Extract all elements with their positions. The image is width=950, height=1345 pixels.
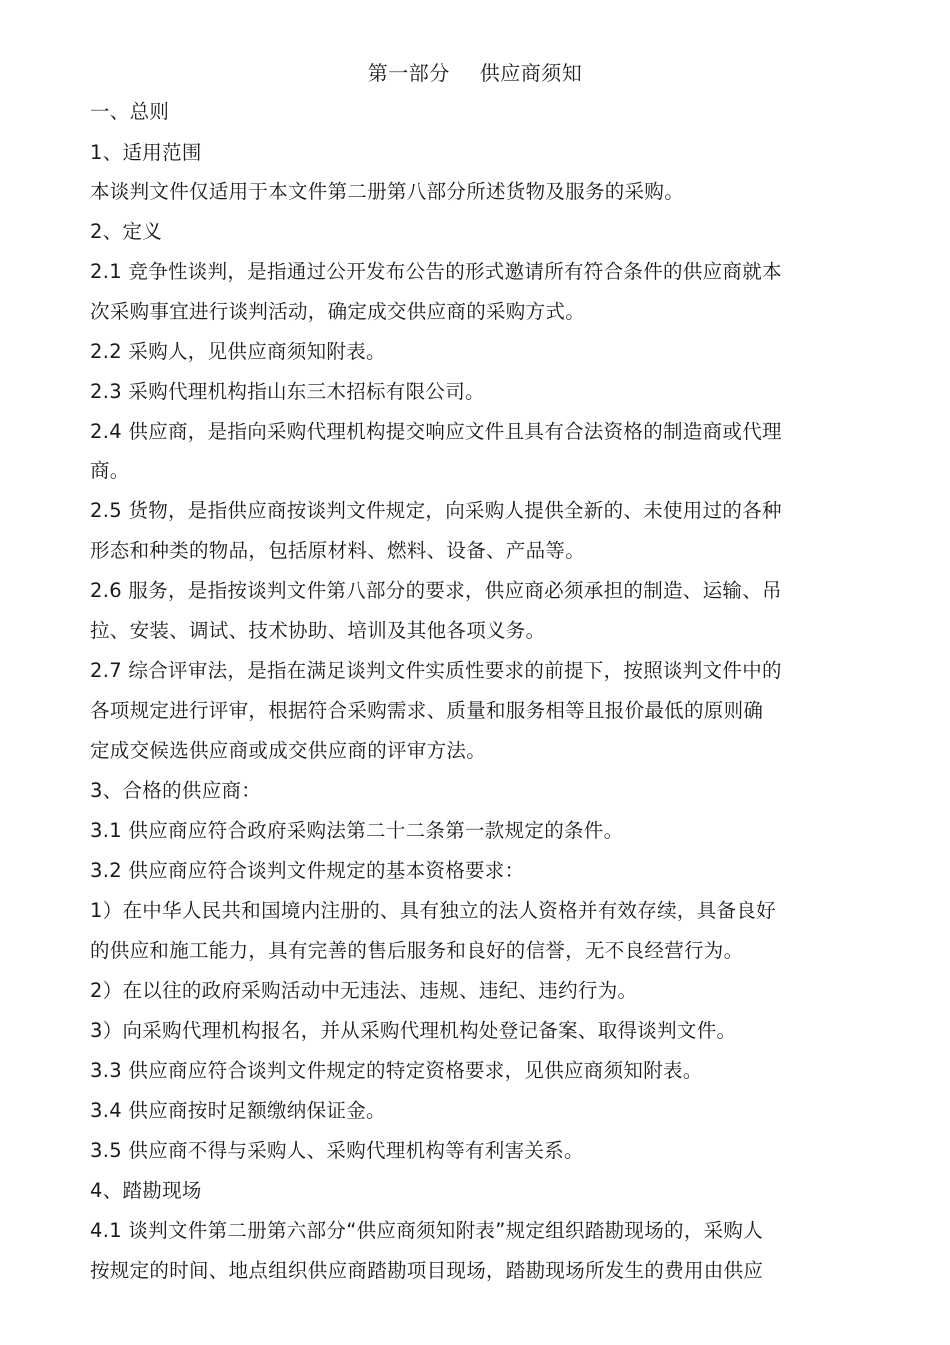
definition-2-4-line-2: 商。 — [90, 459, 130, 482]
clause-3-4: 3.4 供应商按时足额缴纳保证金。 — [90, 1099, 386, 1122]
definition-2-2: 2.2 采购人，见供应商须知附表。 — [90, 340, 386, 363]
definition-2-4-line-1: 2.4 供应商，是指向采购代理机构提交响应文件且具有合法资格的制造商或代理 — [90, 420, 782, 443]
heading-definitions: 2、定义 — [90, 220, 163, 243]
definition-2-7-line-3: 定成交候选供应商或成交供应商的评审方法。 — [90, 739, 487, 762]
clause-3-1: 3.1 供应商应符合政府采购法第二十二条第一款规定的条件。 — [90, 819, 624, 842]
definition-2-7-line-2: 各项规定进行评审，根据符合采购需求、质量和服务相等且报价最低的原则确 — [90, 699, 764, 722]
definition-2-7-line-1: 2.7 综合评审法，是指在满足谈判文件实质性要求的前提下，按照谈判文件中的 — [90, 659, 782, 682]
clause-3-2: 3.2 供应商应符合谈判文件规定的基本资格要求： — [90, 859, 525, 882]
definition-2-1-line-1: 2.1 竞争性谈判，是指通过公开发布公告的形式邀请所有符合条件的供应商就本 — [90, 260, 782, 283]
definition-2-6-line-1: 2.6 服务，是指按谈判文件第八部分的要求，供应商必须承担的制造、运输、吊 — [90, 579, 782, 602]
heading-scope: 1、适用范围 — [90, 141, 202, 164]
clause-3-3: 3.3 供应商应符合谈判文件规定的特定资格要求，见供应商须知附表。 — [90, 1059, 703, 1082]
paragraph-scope: 本谈判文件仅适用于本文件第二册第八部分所述货物及服务的采购。 — [90, 180, 685, 203]
definition-2-3: 2.3 采购代理机构指山东三木招标有限公司。 — [90, 380, 485, 403]
clause-3-2-item-3: 3）向采购代理机构报名，并从采购代理机构处登记备案、取得谈判文件。 — [90, 1019, 737, 1042]
definition-2-1-line-2: 次采购事宜进行谈判活动，确定成交供应商的采购方式。 — [90, 300, 586, 323]
definition-2-5-line-2: 形态和种类的物品，包括原材料、燃料、设备、产品等。 — [90, 539, 586, 562]
heading-general: 一、总则 — [90, 100, 170, 123]
page-title — [0, 58, 950, 88]
title-name: 供应商须知 — [479, 61, 583, 85]
heading-site-visit: 4、踏勘现场 — [90, 1179, 202, 1202]
heading-qualified-supplier: 3、合格的供应商： — [90, 779, 262, 802]
clause-4-1-line-2: 按规定的时间、地点组织供应商踏勘项目现场，踏勘现场所发生的费用由供应 — [90, 1259, 764, 1282]
clause-3-2-item-2: 2）在以往的政府采购活动中无违法、违规、违纪、违约行为。 — [90, 979, 638, 1002]
definition-2-5-line-1: 2.5 货物，是指供应商按谈判文件规定，向采购人提供全新的、未使用过的各种 — [90, 499, 782, 522]
clause-4-1-line-1: 4.1 谈判文件第二册第六部分“供应商须知附表”规定组织踏勘现场的，采购人 — [90, 1219, 764, 1242]
clause-3-5: 3.5 供应商不得与采购人、采购代理机构等有利害关系。 — [90, 1139, 584, 1162]
clause-3-2-item-1-line-1: 1）在中华人民共和国境内注册的、具有独立的法人资格并有效存续，具备良好 — [90, 899, 776, 922]
title-part: 第一部分 — [367, 61, 450, 85]
definition-2-6-line-2: 拉、安装、调试、技术协助、培训及其他各项义务。 — [90, 619, 546, 642]
clause-3-2-item-1-line-2: 的供应和施工能力，具有完善的售后服务和良好的信誉，无不良经营行为。 — [90, 939, 744, 962]
